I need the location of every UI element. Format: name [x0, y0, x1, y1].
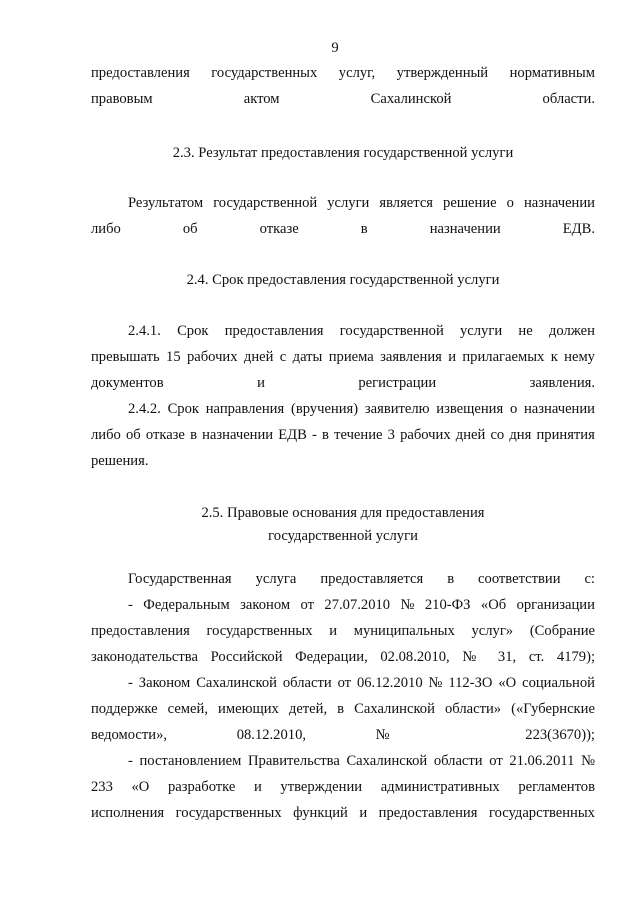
word: социальной: [522, 675, 595, 691]
word: 27.07.2010: [324, 597, 391, 613]
word: о: [509, 401, 518, 417]
word: заявления: [380, 349, 442, 365]
word: либо: [91, 427, 121, 443]
section-heading-2-4: [91, 269, 595, 292]
word: («Губернские: [511, 701, 595, 717]
text-line: документов и регистрации заявления.: [91, 375, 595, 391]
text-line: правовым актом Сахалинской области.: [91, 91, 595, 107]
heading-text: 2.3. Результат предоставления государственной услуги: [172, 145, 514, 161]
heading-text: 2.4. Срок предоставления государственной услуги: [186, 272, 500, 288]
word: 15: [166, 349, 181, 365]
word: даты: [292, 349, 323, 365]
word: Правительства: [247, 753, 340, 769]
word: приема: [328, 349, 374, 365]
section-heading-2-3: [91, 142, 595, 165]
word: поддержке: [91, 701, 158, 717]
word: и: [448, 349, 457, 365]
word: исполнения: [91, 805, 165, 821]
word: дней: [243, 349, 274, 365]
word: детей,: [288, 701, 328, 717]
paragraph-2: [91, 190, 595, 242]
paragraph-4: [91, 592, 595, 670]
word: отказе: [145, 427, 185, 443]
word: разработке: [167, 779, 236, 795]
word: к: [550, 349, 558, 365]
word: в: [190, 427, 197, 443]
text-line: [91, 696, 595, 722]
word: области: [433, 753, 483, 769]
word: предоставления: [91, 65, 190, 81]
word: дня: [509, 427, 532, 443]
word: утвержденный: [396, 65, 489, 81]
word: о: [506, 195, 514, 211]
word: предоставления: [91, 623, 190, 639]
word: государственных: [211, 65, 318, 81]
word: от: [300, 597, 314, 613]
paragraph-3: [91, 566, 595, 592]
word: не: [518, 323, 533, 339]
word: №: [581, 753, 595, 769]
word: (вручения): [290, 401, 359, 417]
word: (Собрание: [529, 623, 595, 639]
word: назначении: [202, 427, 274, 443]
word: постановлением: [139, 753, 242, 769]
word: организации: [516, 597, 595, 613]
word: заявителю: [364, 401, 430, 417]
word: «Об: [480, 597, 507, 613]
word: 2.4.1.: [128, 323, 161, 339]
word: назначении: [523, 195, 595, 211]
word: муниципальных: [353, 623, 455, 639]
word: 233: [91, 779, 113, 795]
heading-text-line-2: государственной услуги: [268, 528, 418, 544]
word: нормативным: [509, 65, 595, 81]
word: Результатом: [128, 195, 204, 211]
paragraph-2-4-2: [91, 396, 595, 474]
text-line: [91, 396, 595, 422]
word: принятия: [536, 427, 595, 443]
word: от: [337, 675, 352, 691]
text-line: либо об отказе в назначении ЕДВ.: [91, 221, 595, 237]
word: со: [490, 427, 505, 443]
word: 3: [387, 427, 395, 443]
word: 112-ЗО: [448, 675, 493, 691]
heading-text-line-1: 2.5. Правовые основания для предоставления: [201, 505, 485, 521]
text-line: [91, 774, 595, 800]
word: рабочих: [400, 427, 451, 443]
text-line: [91, 748, 595, 774]
word: «О: [498, 675, 517, 691]
word: решение: [443, 195, 497, 211]
word: предоставления: [224, 323, 324, 339]
word: административных: [380, 779, 500, 795]
word: -: [128, 675, 133, 691]
text-line: [91, 344, 595, 370]
word: должен: [548, 323, 595, 339]
word: течение: [334, 427, 383, 443]
word: Сахалинской: [346, 753, 428, 769]
word: государственных: [175, 805, 282, 821]
text-line: [91, 422, 595, 448]
word: Сахалинской: [354, 701, 435, 717]
word: «О: [131, 779, 150, 795]
word: государственной: [213, 195, 318, 211]
word: направления: [205, 401, 285, 417]
text-line: [91, 592, 595, 618]
word: дней: [455, 427, 486, 443]
text-line: [91, 60, 595, 86]
word: от: [489, 753, 503, 769]
word: 21.06.2011: [509, 753, 575, 769]
word: в: [322, 427, 329, 443]
text-line: [91, 190, 595, 216]
word: Сахалинской: [196, 675, 277, 691]
text-line: [91, 670, 595, 696]
word: услуги: [327, 195, 370, 211]
word: №: [428, 675, 443, 691]
word: -: [312, 427, 317, 443]
word: услуг,: [338, 65, 376, 81]
paragraph-2-4-1: [91, 318, 595, 396]
word: и: [254, 779, 262, 795]
word: -: [128, 597, 133, 613]
word: имеющих: [218, 701, 279, 717]
word: прилагаемых: [462, 349, 545, 365]
word: рабочих: [186, 349, 238, 365]
word: семей,: [167, 701, 208, 717]
word: -: [128, 753, 133, 769]
word: функций: [293, 805, 348, 821]
text-line: Государственная услуга предоставляется в соответствии с:: [128, 571, 595, 587]
word: 06.12.2010: [356, 675, 423, 691]
paragraph-6: [91, 748, 595, 826]
text-line: [91, 800, 595, 826]
word: Законом: [138, 675, 191, 691]
word: в: [337, 701, 345, 717]
word: №: [400, 597, 415, 613]
word: области: [282, 675, 332, 691]
word: Федеральным: [143, 597, 230, 613]
word: 2.4.2.: [128, 401, 161, 417]
word: услуг»: [471, 623, 514, 639]
word: государственных: [206, 623, 313, 639]
word: Срок: [167, 401, 199, 417]
word: регламентов: [518, 779, 595, 795]
word: превышать: [91, 349, 160, 365]
word: с: [279, 349, 287, 365]
paragraph-1: [91, 60, 595, 112]
page-number: 9: [331, 40, 339, 56]
word: назначении: [523, 401, 595, 417]
text-line: решения.: [91, 453, 149, 469]
text-line: законодательства Российской Федерации, 02.08.2010, № 31, ст. 4179);: [91, 649, 595, 665]
word: Срок: [177, 323, 209, 339]
word: об: [125, 427, 141, 443]
section-heading-2-5: [91, 502, 595, 548]
word: нему: [564, 349, 595, 365]
text-line: ведомости», 08.12.2010, № 223(3670));: [91, 727, 595, 743]
word: и: [359, 805, 368, 821]
word: 210-ФЗ: [424, 597, 471, 613]
word: государственных: [488, 805, 595, 821]
text-line: [91, 318, 595, 344]
word: предоставления: [378, 805, 478, 821]
word: услуги: [460, 323, 503, 339]
word: извещения: [436, 401, 504, 417]
paragraph-5: [91, 670, 595, 748]
word: ЕДВ: [278, 427, 307, 443]
text-line: [91, 618, 595, 644]
word: государственной: [339, 323, 444, 339]
word: является: [379, 195, 434, 211]
word: и: [329, 623, 338, 639]
word: области»: [444, 701, 502, 717]
word: утверждении: [280, 779, 363, 795]
word: законом: [240, 597, 291, 613]
